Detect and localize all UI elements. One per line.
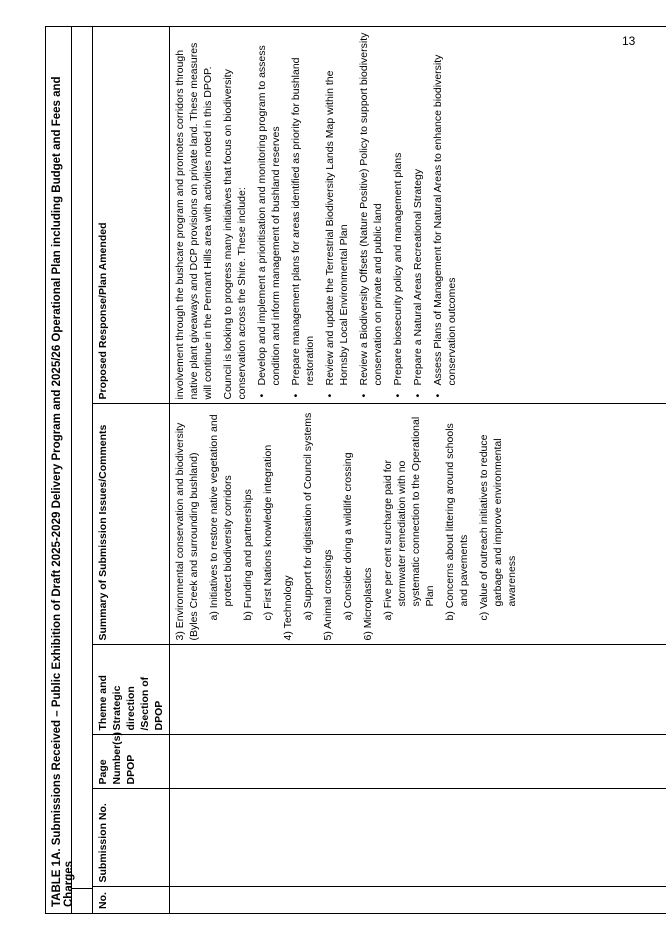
summary-item-6a: a) Five per cent surcharge paid for stormwater remediation with no systematic connection to the Operational Plan: [382, 416, 436, 621]
header-page-numbers: Page Number(s) DPOP: [93, 735, 170, 789]
cell-page-numbers: [170, 735, 666, 789]
header-theme: Theme and Strategic direction /Section of DPOP: [93, 645, 170, 735]
response-bullet: • Assess Plans of Management for Natural Areas to enhance biodiversity conservation outcomes: [431, 31, 459, 400]
summary-item-3: 3) Environmental conservation and biodiversity (Byles Creek and surrounding bushland): [174, 422, 200, 641]
cell-submission-no: [170, 789, 666, 887]
summary-item-4a: a) Support for digitisation of Council systems: [302, 412, 314, 621]
table-spacer-row: [72, 27, 93, 913]
summary-item-6: 6) Microplastics: [362, 567, 374, 641]
header-submission-no: Submission No.: [93, 789, 170, 887]
response-bullet: • Prepare management plans for areas identified as priority for bushland restoration: [289, 31, 317, 400]
response-bullet: • Review a Biodiversity Offsets (Nature Positive) Policy to support biodiversity conservation on private and public land: [357, 31, 385, 400]
summary-item-6c: c) Value of outreach initiatives to reduce garbage and improve environmental awareness: [478, 434, 518, 621]
response-paragraph-1: involvement through the bushcare program and promotes corridors through native plant giveaways and DCP provisions on private land. These measures will continue in the Pennant Hills area with activities noted in this DPOP.: [174, 42, 214, 400]
spacer-cell: [72, 888, 92, 913]
summary-item-6b: b) Concerns about littering around schools and pavements: [444, 423, 470, 621]
summary-item-3c: c) First Nations knowledge integration: [262, 444, 274, 621]
rotated-page: [45, 26, 645, 914]
summary-item-5: 5) Animal crossings: [322, 549, 334, 641]
summary-item-4: 4) Technology: [282, 575, 294, 641]
header-no: No.: [93, 887, 170, 913]
response-bullet: • Develop and implement a prioritisation and monitoring program to assess condition and inform management of bushland reserves: [255, 31, 283, 400]
response-bullet: • Prepare a Natural Areas Recreational Strategy: [411, 31, 425, 400]
submissions-table-frame: [45, 26, 666, 914]
summary-item-3b: b) Funding and partnerships: [242, 489, 254, 621]
table-title: TABLE 1A. Submissions Received – Public Exhibition of Draft 2025-2029 Delivery Program and 2025/26 Operational Plan including Budget and Fees and Charges: [46, 27, 72, 913]
page-number: 13: [622, 34, 636, 48]
header-response: Proposed Response/Plan Amended: [93, 27, 170, 404]
summary-item-5a: a) Consider doing a wildlife crossing: [342, 452, 354, 621]
response-bullet-list: [255, 31, 459, 400]
header-row: [93, 27, 170, 913]
cell-summary: [170, 404, 666, 645]
cell-theme: [170, 645, 666, 735]
submissions-table: [93, 27, 666, 913]
header-summary: Summary of Submission Issues/Comments: [93, 404, 170, 645]
response-bullet: • Review and update the Terrestrial Biodiversity Lands Map within the Hornsby Local Environmental Plan: [323, 31, 351, 400]
response-bullet: • Prepare biosecurity policy and management plans: [391, 31, 405, 400]
table-row: [170, 27, 666, 913]
response-paragraph-2: Council is looking to progress many initiatives that focus on biodiversity conservation across the Shire. These include:: [222, 69, 248, 400]
summary-item-3a: a) Initiatives to restore native vegetation and protect biodiversity corridors: [208, 414, 234, 621]
cell-no: [170, 887, 666, 913]
cell-response: [170, 27, 666, 404]
